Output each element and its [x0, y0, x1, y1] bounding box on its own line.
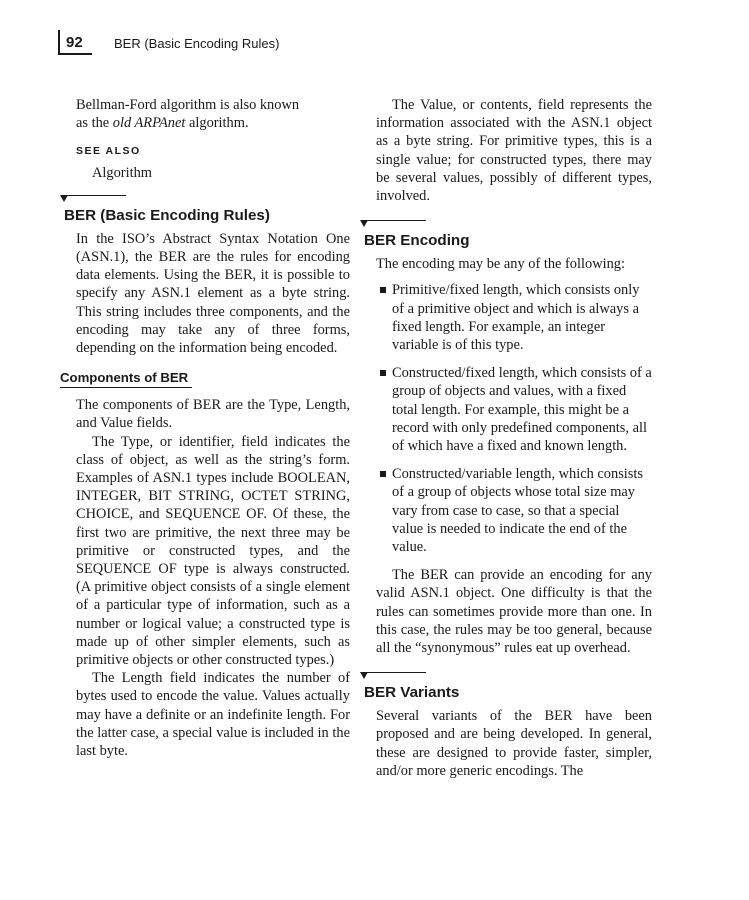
triangle-marker-icon	[360, 220, 368, 227]
list-item	[376, 364, 652, 455]
header-horizontal-rule	[58, 53, 92, 55]
variants-title: BER Variants	[364, 684, 460, 702]
triangle-marker-icon	[360, 672, 368, 679]
intro-emphasis: old ARPAnet	[112, 115, 186, 132]
components-paragraph-3: The Length field indicates the number of bytes used to encode the value. Values actually may have a definite or an indefinite length. For the latter case, a special value is included in the last byte.	[76, 670, 350, 760]
square-bullet-icon	[380, 287, 386, 293]
intro-line-1: Bellman-Ford algorithm is also known	[76, 97, 300, 113]
list-item	[376, 465, 652, 556]
page-header	[58, 30, 698, 56]
square-bullet-icon	[380, 370, 386, 376]
encoding-list	[360, 281, 652, 556]
variants-paragraph: Several variants of the BER have been proposed and are being developed. In general, these are designed to provide faster, simpler, and/or more generic encodings. The	[376, 708, 652, 779]
list-item-text: Constructed/fixed length, which consists of a group of objects and values, with a fixed total length. For example, this might be a record with only predefined components, all of which have a fixed and known length.	[392, 365, 652, 455]
marker-line	[64, 195, 126, 196]
intro-text: as the	[76, 115, 113, 132]
encoding-marker	[360, 219, 652, 229]
see-also-item: Algorithm	[92, 164, 152, 181]
components-paragraph-1: The components of BER are the Type, Length, and Value fields.	[76, 397, 350, 432]
value-paragraph: The Value, or contents, field represents the information associated with the ASN.1 object as a byte string. For primitive types, this is a single value; for constructed types, there may be several values, possibly of different types, involved.	[376, 97, 652, 205]
components-paragraph-2: The Type, or identifier, field indicates the class of object, as well as the string’s form. Examples of ASN.1 types include BOOLEAN, INTEGER, BIT STRING, OCTET STRING, CHOICE, and SEQUENCE OF. Of these, the first two are primitive, the next three may be primitive or constructed types, and the SEQUENCE OF type is always constructed. (A primitive object consists of a single element of a particular type of information, such as a number or logical value; a constructed type is made up of other simpler elements, such as primitive objects or other constructed types.)	[76, 433, 350, 669]
variants-marker	[360, 671, 652, 681]
encoding-paragraph: The BER can provide an encoding for any valid ASN.1 object. One difficulty is that the rules can sometimes provide more than one. In this case, the rules may be too general, because all the “synonymous” rules eat up overhead.	[376, 567, 652, 657]
intro-line-2	[60, 114, 350, 132]
entry-title: BER (Basic Encoding Rules)	[64, 206, 270, 224]
see-also-label: SEE ALSO	[76, 145, 141, 158]
section-title: Components of BER	[60, 369, 192, 388]
list-item	[376, 281, 652, 354]
list-item-text: Primitive/fixed length, which consists only of a primitive object and which is always a fixed length. For example, an integer variable is of this type.	[392, 282, 640, 354]
intro-text-end: algorithm.	[185, 115, 249, 132]
encoding-title: BER Encoding	[364, 232, 470, 250]
left-column	[60, 96, 350, 760]
entry-paragraph: In the ISO’s Abstract Syntax Notation One (ASN.1), the BER are the rules for encoding data elements. Using the BER, it is possible to specify any ASN.1 element as a byte string. This string includes three components, and the encoding may take any of three forms, depending on the information being encoded.	[76, 230, 350, 357]
entry-marker	[60, 194, 350, 204]
header-vertical-rule	[58, 30, 60, 54]
right-column	[360, 96, 652, 780]
marker-line	[364, 220, 426, 221]
triangle-marker-icon	[60, 195, 68, 202]
marker-line	[364, 672, 426, 673]
list-item-text: Constructed/variable length, which consists of a group of objects whose total size may vary from case to case, so that a special value is needed to indicate the end of the value.	[392, 466, 643, 556]
page-number: 92	[66, 34, 83, 51]
encoding-intro: The encoding may be any of the following:	[376, 256, 625, 273]
running-title: BER (Basic Encoding Rules)	[114, 36, 280, 51]
square-bullet-icon	[380, 471, 386, 477]
